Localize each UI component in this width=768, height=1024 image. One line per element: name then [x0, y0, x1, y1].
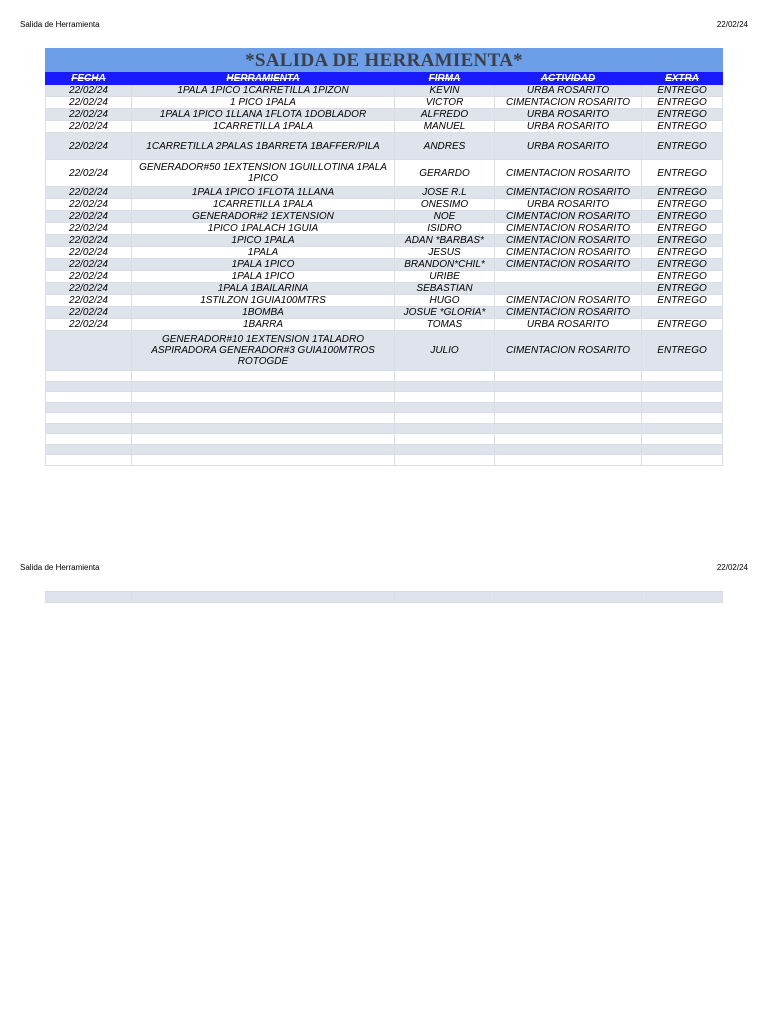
cell-actividad: CIMENTACION ROSARITO: [495, 223, 642, 235]
cell-actividad: CIMENTACION ROSARITO: [495, 160, 642, 187]
empty-cell: [132, 592, 395, 603]
empty-cell: [46, 423, 132, 434]
empty-row: [46, 381, 723, 392]
cell-herramienta: 1CARRETILLA 1PALA: [132, 199, 395, 211]
empty-cell: [46, 402, 132, 413]
empty-cell: [132, 402, 395, 413]
table-row: [46, 85, 723, 97]
empty-cell: [642, 381, 723, 392]
header-row: [46, 72, 723, 85]
empty-cell: [495, 455, 642, 466]
tool-checkout-table: [45, 48, 723, 466]
empty-cell: [642, 455, 723, 466]
table-row: [46, 109, 723, 121]
empty-cell: [642, 423, 723, 434]
empty-cell: [642, 592, 723, 603]
empty-cell: [46, 392, 132, 403]
cell-firma: JOSE R.L: [395, 187, 495, 199]
cell-actividad: CIMENTACION ROSARITO: [495, 247, 642, 259]
empty-cell: [395, 371, 495, 382]
empty-cell: [132, 371, 395, 382]
page-header-left: Salida de Herramienta: [20, 20, 100, 29]
empty-cell: [642, 392, 723, 403]
cell-fecha: 22/02/24: [46, 307, 132, 319]
cell-herramienta: 1PALA: [132, 247, 395, 259]
cell-firma: ISIDRO: [395, 223, 495, 235]
empty-row: [46, 592, 723, 603]
empty-cell: [495, 444, 642, 455]
table-row: [46, 247, 723, 259]
cell-extra: ENTREGO: [642, 109, 723, 121]
empty-cell: [495, 434, 642, 445]
empty-cell: [46, 413, 132, 424]
cell-firma: URIBE: [395, 271, 495, 283]
cell-extra: ENTREGO: [642, 85, 723, 97]
empty-cell: [395, 592, 495, 603]
cell-actividad: URBA ROSARITO: [495, 133, 642, 160]
cell-fecha: 22/02/24: [46, 283, 132, 295]
cell-fecha: 22/02/24: [46, 271, 132, 283]
cell-firma: MANUEL: [395, 121, 495, 133]
table-row: [46, 319, 723, 331]
table-row: [46, 211, 723, 223]
cell-herramienta: GENERADOR#50 1EXTENSION 1GUILLOTINA 1PALA 1PICO: [132, 160, 395, 187]
cell-firma: JOSUE *GLORIA*: [395, 307, 495, 319]
cell-herramienta: 1PALA 1PICO 1FLOTA 1LLANA: [132, 187, 395, 199]
cell-actividad: URBA ROSARITO: [495, 319, 642, 331]
cell-extra: ENTREGO: [642, 235, 723, 247]
table-row: [46, 160, 723, 187]
cell-firma: BRANDON*CHIL*: [395, 259, 495, 271]
cell-actividad: CIMENTACION ROSARITO: [495, 211, 642, 223]
empty-cell: [395, 402, 495, 413]
column-header-actividad: ACTIVIDAD: [495, 72, 642, 85]
cell-fecha: 22/02/24: [46, 235, 132, 247]
cell-fecha: 22/02/24: [46, 187, 132, 199]
table-row: [46, 121, 723, 133]
page-header-date: 22/02/24: [716, 20, 748, 29]
empty-cell: [132, 381, 395, 392]
cell-herramienta: 1BARRA: [132, 319, 395, 331]
empty-cell: [495, 381, 642, 392]
empty-cell: [495, 592, 642, 603]
empty-row: [46, 402, 723, 413]
empty-row: [46, 413, 723, 424]
page2-header-date: 22/02/24: [716, 563, 748, 572]
empty-row: [46, 371, 723, 382]
cell-fecha: [46, 331, 132, 371]
cell-firma: GERARDO: [395, 160, 495, 187]
empty-cell: [495, 402, 642, 413]
cell-firma: ADAN *BARBAS*: [395, 235, 495, 247]
empty-cell: [395, 381, 495, 392]
cell-herramienta: 1PALA 1PICO 1CARRETILLA 1PIZON: [132, 85, 395, 97]
cell-firma: NOE: [395, 211, 495, 223]
empty-cell: [495, 413, 642, 424]
empty-cell: [46, 592, 132, 603]
page2-table: [45, 591, 723, 603]
page2-sheet: [45, 591, 722, 603]
empty-cell: [46, 455, 132, 466]
cell-actividad: CIMENTACION ROSARITO: [495, 295, 642, 307]
empty-cell: [46, 371, 132, 382]
cell-firma: ANDRES: [395, 133, 495, 160]
table-row: [46, 331, 723, 371]
cell-actividad: URBA ROSARITO: [495, 109, 642, 121]
empty-row: [46, 434, 723, 445]
page2-header-left: Salida de Herramienta: [20, 563, 100, 572]
cell-extra: ENTREGO: [642, 121, 723, 133]
empty-cell: [495, 392, 642, 403]
cell-extra: ENTREGO: [642, 187, 723, 199]
cell-extra: ENTREGO: [642, 295, 723, 307]
cell-extra: ENTREGO: [642, 319, 723, 331]
cell-extra: ENTREGO: [642, 247, 723, 259]
cell-fecha: 22/02/24: [46, 121, 132, 133]
empty-cell: [642, 444, 723, 455]
table-row: [46, 235, 723, 247]
cell-fecha: 22/02/24: [46, 211, 132, 223]
cell-fecha: 22/02/24: [46, 97, 132, 109]
empty-cell: [132, 444, 395, 455]
empty-cell: [132, 434, 395, 445]
cell-extra: ENTREGO: [642, 133, 723, 160]
tool-checkout-sheet: [45, 48, 722, 466]
column-header-extra: EXTRA: [642, 72, 723, 85]
column-header-firma: FIRMA: [395, 72, 495, 85]
empty-cell: [642, 413, 723, 424]
table-row: [46, 271, 723, 283]
empty-cell: [395, 434, 495, 445]
cell-extra: ENTREGO: [642, 160, 723, 187]
cell-herramienta: 1PALA 1PICO: [132, 271, 395, 283]
cell-herramienta: 1PICO 1PALACH 1GUIA: [132, 223, 395, 235]
empty-cell: [642, 434, 723, 445]
empty-cell: [495, 423, 642, 434]
cell-fecha: 22/02/24: [46, 295, 132, 307]
empty-cell: [46, 434, 132, 445]
cell-actividad: URBA ROSARITO: [495, 121, 642, 133]
cell-herramienta: 1CARRETILLA 1PALA: [132, 121, 395, 133]
cell-actividad: CIMENTACION ROSARITO: [495, 307, 642, 319]
empty-cell: [132, 392, 395, 403]
cell-actividad: CIMENTACION ROSARITO: [495, 97, 642, 109]
cell-actividad: CIMENTACION ROSARITO: [495, 235, 642, 247]
cell-firma: KEVIN: [395, 85, 495, 97]
empty-cell: [642, 402, 723, 413]
cell-extra: ENTREGO: [642, 97, 723, 109]
cell-firma: ONESIMO: [395, 199, 495, 211]
cell-fecha: 22/02/24: [46, 259, 132, 271]
table-row: [46, 97, 723, 109]
empty-cell: [46, 444, 132, 455]
cell-extra: ENTREGO: [642, 223, 723, 235]
table-row: [46, 295, 723, 307]
cell-firma: JESUS: [395, 247, 495, 259]
cell-actividad: URBA ROSARITO: [495, 199, 642, 211]
cell-extra: ENTREGO: [642, 259, 723, 271]
table-row: [46, 199, 723, 211]
table-row: [46, 187, 723, 199]
cell-herramienta: 1PALA 1PICO: [132, 259, 395, 271]
empty-row: [46, 444, 723, 455]
empty-cell: [642, 371, 723, 382]
title-row: [46, 49, 723, 72]
column-header-herramienta: HERRAMIENTA: [132, 72, 395, 85]
cell-extra: [642, 307, 723, 319]
cell-herramienta: 1BOMBA: [132, 307, 395, 319]
sheet-title: *SALIDA DE HERRAMIENTA*: [46, 49, 723, 72]
cell-firma: HUGO: [395, 295, 495, 307]
cell-firma: TOMAS: [395, 319, 495, 331]
table-row: [46, 223, 723, 235]
empty-row: [46, 423, 723, 434]
cell-extra: ENTREGO: [642, 211, 723, 223]
cell-herramienta: 1 PICO 1PALA: [132, 97, 395, 109]
cell-actividad: CIMENTACION ROSARITO: [495, 259, 642, 271]
cell-fecha: 22/02/24: [46, 160, 132, 187]
cell-fecha: 22/02/24: [46, 319, 132, 331]
empty-row: [46, 455, 723, 466]
cell-herramienta: GENERADOR#10 1EXTENSION 1TALADRO ASPIRADORA GENERADOR#3 GUIA100MTROS ROTOGDE: [132, 331, 395, 371]
empty-cell: [395, 423, 495, 434]
cell-fecha: 22/02/24: [46, 85, 132, 97]
empty-cell: [46, 381, 132, 392]
cell-firma: SEBASTIAN: [395, 283, 495, 295]
empty-cell: [395, 444, 495, 455]
cell-actividad: CIMENTACION ROSARITO: [495, 331, 642, 371]
cell-actividad: [495, 283, 642, 295]
cell-firma: JULIO: [395, 331, 495, 371]
cell-actividad: CIMENTACION ROSARITO: [495, 187, 642, 199]
empty-cell: [395, 413, 495, 424]
cell-firma: VICTOR: [395, 97, 495, 109]
empty-cell: [132, 413, 395, 424]
table-row: [46, 259, 723, 271]
cell-fecha: 22/02/24: [46, 247, 132, 259]
cell-herramienta: 1PICO 1PALA: [132, 235, 395, 247]
cell-fecha: 22/02/24: [46, 133, 132, 160]
empty-cell: [395, 392, 495, 403]
cell-firma: ALFREDO: [395, 109, 495, 121]
table-row: [46, 133, 723, 160]
empty-cell: [395, 455, 495, 466]
table-row: [46, 283, 723, 295]
cell-fecha: 22/02/24: [46, 223, 132, 235]
cell-herramienta: 1PALA 1PICO 1LLANA 1FLOTA 1DOBLADOR: [132, 109, 395, 121]
cell-fecha: 22/02/24: [46, 109, 132, 121]
empty-cell: [495, 371, 642, 382]
empty-row: [46, 392, 723, 403]
table-row: [46, 307, 723, 319]
cell-actividad: URBA ROSARITO: [495, 85, 642, 97]
cell-extra: ENTREGO: [642, 199, 723, 211]
cell-herramienta: GENERADOR#2 1EXTENSION: [132, 211, 395, 223]
cell-extra: ENTREGO: [642, 331, 723, 371]
cell-actividad: [495, 271, 642, 283]
cell-herramienta: 1STILZON 1GUIA100MTRS: [132, 295, 395, 307]
column-header-fecha: FECHA: [46, 72, 132, 85]
cell-herramienta: 1CARRETILLA 2PALAS 1BARRETA 1BAFFER/PILA: [132, 133, 395, 160]
empty-cell: [132, 455, 395, 466]
cell-fecha: 22/02/24: [46, 199, 132, 211]
cell-extra: ENTREGO: [642, 271, 723, 283]
empty-cell: [132, 423, 395, 434]
cell-extra: ENTREGO: [642, 283, 723, 295]
cell-herramienta: 1PALA 1BAILARINA: [132, 283, 395, 295]
